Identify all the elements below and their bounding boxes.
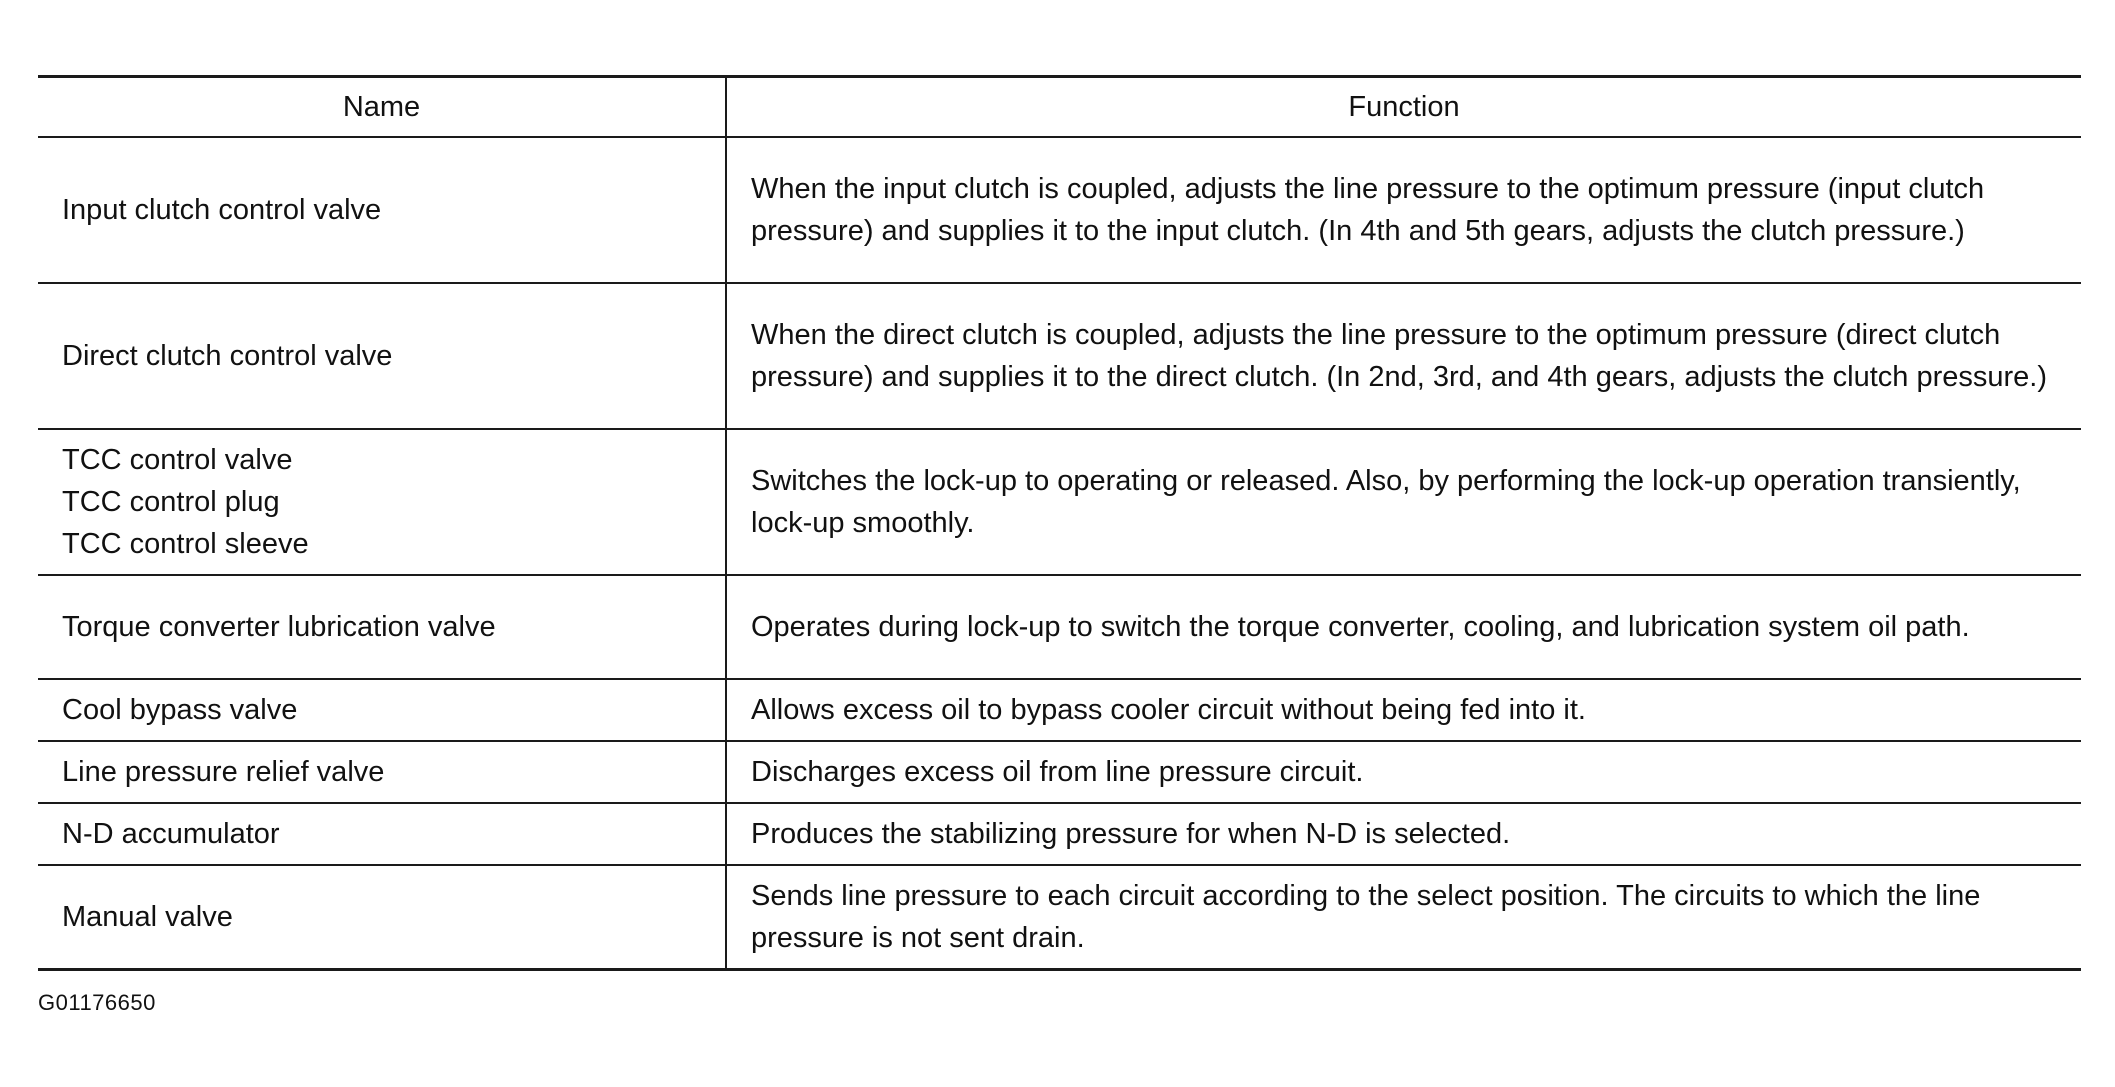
row-name-cell (38, 429, 726, 575)
row-name-cell (38, 741, 726, 803)
row-name-cell (38, 865, 726, 969)
row-function: When the direct clutch is coupled, adjusts the line pressure to the optimum pressure (direct clutch pressure) and supplies it to the direct clutch. (In 2nd, 3rd, and 4th gears, adjusts the clutch pressure.) (726, 283, 2081, 429)
column-header-function: Function (726, 77, 2081, 138)
table-row (38, 575, 2081, 679)
row-name: Manual valve (62, 900, 233, 933)
row-name-cell (38, 575, 726, 679)
table-row (38, 865, 2081, 969)
figure-id: G01176650 (38, 990, 156, 1015)
row-function: Allows excess oil to bypass cooler circuit without being fed into it. (726, 679, 2081, 741)
row-name: TCC control valve (62, 444, 293, 476)
table-header-row (38, 77, 2081, 138)
valve-function-table (38, 75, 2081, 971)
table-row (38, 429, 2081, 575)
table-row (38, 137, 2081, 283)
row-name: Direct clutch control valve (62, 340, 393, 372)
row-function: When the input clutch is coupled, adjusts the line pressure to the optimum pressure (input clutch pressure) and supplies it to the input clutch. (In 4th and 5th gears, adjusts the clutch pressure.) (726, 137, 2081, 283)
row-function: Discharges excess oil from line pressure circuit. (726, 741, 2081, 803)
row-function: Operates during lock-up to switch the torque converter, cooling, and lubrication system oil path. (726, 575, 2081, 679)
row-name: TCC control sleeve (62, 528, 309, 560)
row-function: Switches the lock-up to operating or released. Also, by performing the lock-up operation transiently, lock-up smoothly. (726, 429, 2081, 575)
row-function: Produces the stabilizing pressure for when N-D is selected. (726, 803, 2081, 865)
column-header-name: Name (38, 77, 726, 138)
row-name: Torque converter lubrication valve (62, 611, 496, 643)
row-name-cell (38, 803, 726, 865)
row-name: Line pressure relief valve (62, 756, 385, 788)
row-name-cell (38, 679, 726, 741)
table-row (38, 803, 2081, 865)
row-function: Sends line pressure to each circuit according to the select position. The circuits to which the line pressure is not sent drain. (726, 865, 2081, 969)
row-name-cell (38, 137, 726, 283)
row-name: Input clutch control valve (62, 194, 382, 226)
row-name: Cool bypass valve (62, 694, 298, 726)
table-row (38, 283, 2081, 429)
table-row (38, 741, 2081, 803)
row-name-cell (38, 283, 726, 429)
table-row (38, 679, 2081, 741)
row-name: N-D accumulator (62, 818, 280, 850)
row-name: TCC control plug (62, 486, 280, 518)
